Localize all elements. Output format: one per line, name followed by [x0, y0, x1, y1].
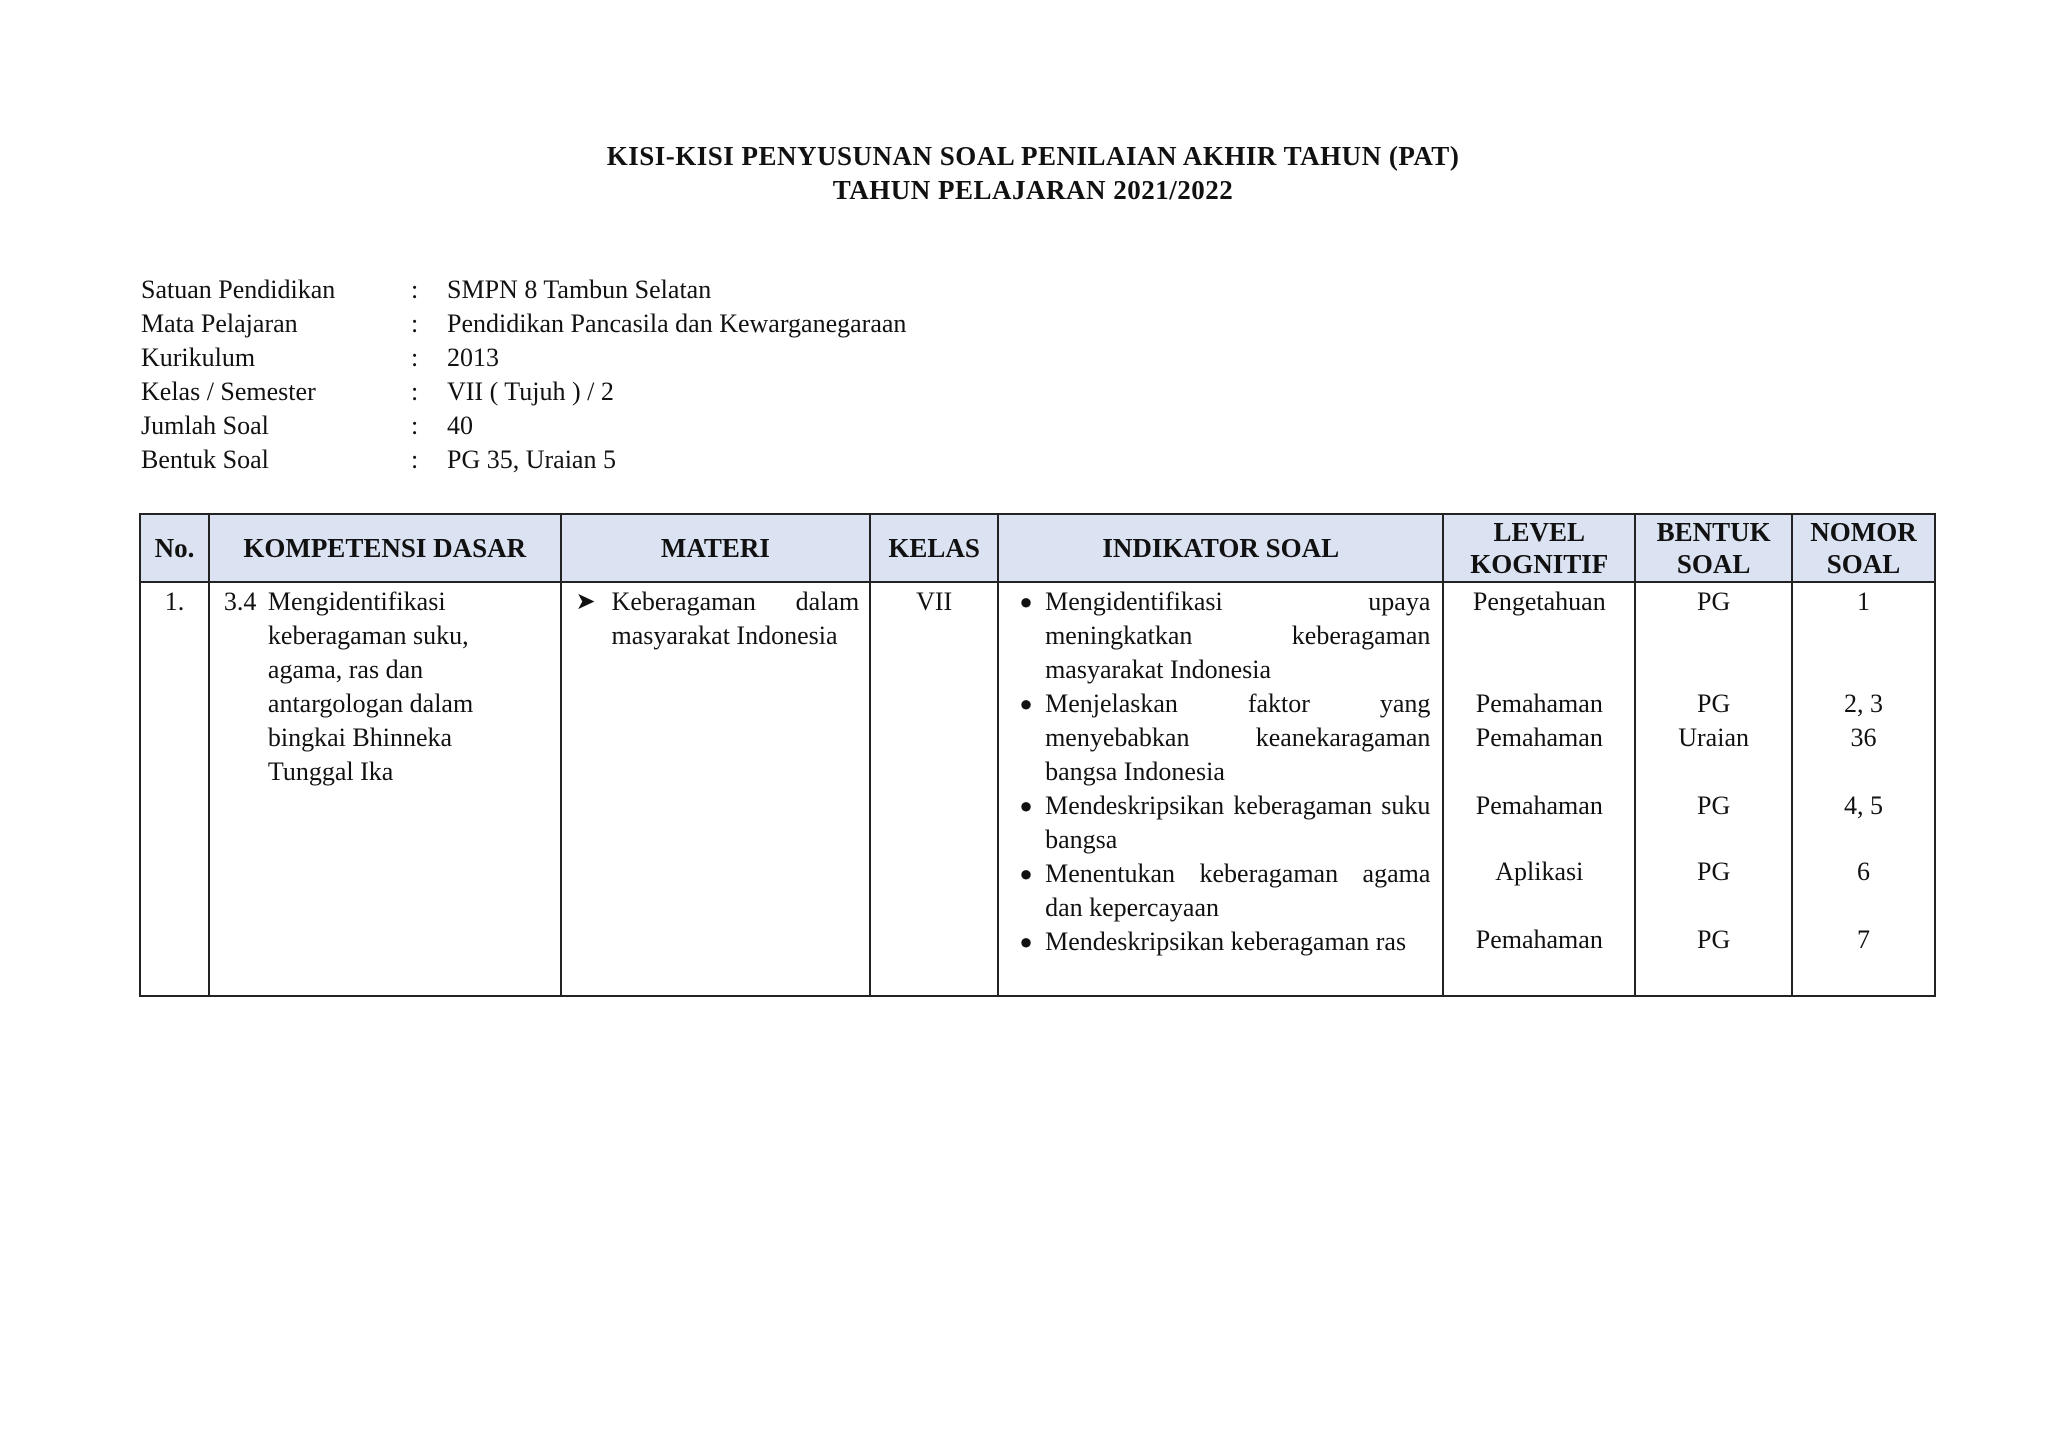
nomor-value: 6: [1857, 857, 1871, 886]
header-line: LEVEL: [1493, 517, 1586, 547]
meta-label: Jumlah Soal: [141, 411, 269, 440]
meta-label: Kurikulum: [141, 343, 256, 372]
bentuk-value: PG: [1697, 791, 1731, 820]
meta-colon: :: [411, 309, 419, 338]
header-kelas: KELAS: [870, 514, 998, 582]
meta-value: 2013: [447, 343, 499, 372]
indikator-item: [1007, 789, 1430, 857]
header-line: SOAL: [1676, 549, 1751, 579]
kd-first-text: Mengidentifikasi: [267, 587, 446, 616]
meta-colon: :: [411, 411, 419, 440]
kd-number: 3.4: [223, 587, 257, 616]
level-value: Pengetahuan: [1472, 587, 1606, 616]
indikator-text: Mendeskripsikan keberagaman suku bangsa: [1045, 791, 1431, 854]
meta-value: PG 35, Uraian 5: [447, 445, 616, 474]
header-line: SOAL: [1826, 549, 1901, 579]
bullet-icon: ●: [1019, 861, 1033, 886]
materi-text: Keberagaman dalam masyarakat Indonesia: [611, 587, 860, 650]
meta-colon: :: [411, 445, 419, 474]
meta-row-kelas: [141, 375, 906, 409]
indikator-text: Mendeskripsikan keberagaman ras: [1045, 927, 1407, 956]
bullet-icon: ●: [1019, 589, 1033, 614]
cell-no: 1.: [140, 582, 209, 996]
table-header-row: [140, 514, 1935, 582]
meta-colon: :: [411, 377, 419, 406]
level-value: Pemahaman: [1475, 689, 1603, 718]
bullet-icon: ●: [1019, 793, 1033, 818]
header-line: NOMOR: [1810, 517, 1917, 547]
kd-rest-text: keberagaman suku, agama, ras dan antargologan dalam bingkai Bhinneka Tunggal Ika: [267, 621, 474, 786]
header-kompetensi-dasar: KOMPETENSI DASAR: [209, 514, 561, 582]
indikator-item: [1007, 687, 1430, 789]
meta-value: Pendidikan Pancasila dan Kewarganegaraan: [447, 309, 907, 338]
meta-row-mapel: [141, 307, 906, 341]
meta-colon: :: [411, 275, 419, 304]
cell-kelas: VII: [870, 582, 998, 996]
header-line: KOGNITIF: [1470, 549, 1609, 579]
meta-value: SMPN 8 Tambun Selatan: [447, 275, 712, 304]
meta-label: Bentuk Soal: [141, 445, 269, 474]
header-bentuk-soal: [1635, 514, 1792, 582]
indikator-text: Menjelaskan faktor yang menyebabkan keanekaragaman bangsa Indonesia: [1045, 689, 1431, 786]
cell-bentuk-soal: [1635, 582, 1792, 996]
level-value: Aplikasi: [1495, 857, 1584, 886]
meta-value: VII ( Tujuh ) / 2: [447, 377, 614, 406]
level-value: Pemahaman: [1475, 925, 1603, 954]
level-value: Pemahaman: [1475, 723, 1603, 752]
meta-row-bentuk: [141, 443, 906, 477]
meta-row-satuan: [141, 273, 906, 307]
bentuk-value: PG: [1697, 857, 1731, 886]
cell-indikator-soal: [998, 582, 1443, 996]
meta-label: Mata Pelajaran: [141, 309, 298, 338]
header-no: No.: [140, 514, 209, 582]
meta-value: 40: [447, 411, 473, 440]
nomor-value: 36: [1850, 723, 1877, 752]
header-nomor-soal: [1792, 514, 1935, 582]
header-materi: MATERI: [561, 514, 871, 582]
table-row: [140, 582, 1935, 996]
header-indikator-soal: INDIKATOR SOAL: [998, 514, 1443, 582]
nomor-value: 2, 3: [1844, 689, 1884, 718]
cell-kompetensi-dasar: [209, 582, 561, 996]
meta-label: Satuan Pendidikan: [141, 275, 336, 304]
materi-item: [576, 585, 860, 653]
document-subtitle: TAHUN PELAJARAN 2021/2022: [832, 175, 1234, 205]
identity-block: [141, 273, 906, 477]
document-title: KISI-KISI PENYUSUNAN SOAL PENILAIAN AKHIR TAHUN (PAT): [606, 141, 1460, 171]
header-line: BENTUK: [1656, 517, 1771, 547]
meta-row-kurikulum: [141, 341, 906, 375]
indikator-item: [1007, 585, 1430, 687]
nomor-value: 4, 5: [1844, 791, 1884, 820]
bentuk-value: PG: [1697, 925, 1731, 954]
nomor-value: 1: [1857, 587, 1871, 616]
kd-first-line: [224, 585, 550, 619]
meta-label: Kelas / Semester: [141, 377, 316, 406]
bentuk-value: PG: [1697, 689, 1731, 718]
bullet-icon: ●: [1019, 691, 1033, 716]
indikator-item: [1007, 925, 1430, 959]
bentuk-value: Uraian: [1678, 723, 1749, 752]
arrow-bullet-icon: ➤: [575, 589, 596, 615]
indikator-item: [1007, 857, 1430, 925]
cell-level-kognitif: [1443, 582, 1635, 996]
bullet-icon: ●: [1019, 929, 1033, 954]
meta-row-jumlah: [141, 409, 906, 443]
nomor-value: 7: [1857, 925, 1871, 954]
level-value: Pemahaman: [1475, 791, 1603, 820]
cell-nomor-soal: [1792, 582, 1935, 996]
indikator-text: Mengidentifikasi upaya meningkatkan keberagaman masyarakat Indonesia: [1045, 587, 1431, 684]
header-level-kognitif: [1443, 514, 1635, 582]
meta-colon: :: [411, 343, 419, 372]
cell-materi: [561, 582, 871, 996]
kisi-kisi-table: [139, 513, 1936, 997]
bentuk-value: PG: [1697, 587, 1731, 616]
indikator-text: Menentukan keberagaman agama dan kepercayaan: [1045, 859, 1431, 922]
